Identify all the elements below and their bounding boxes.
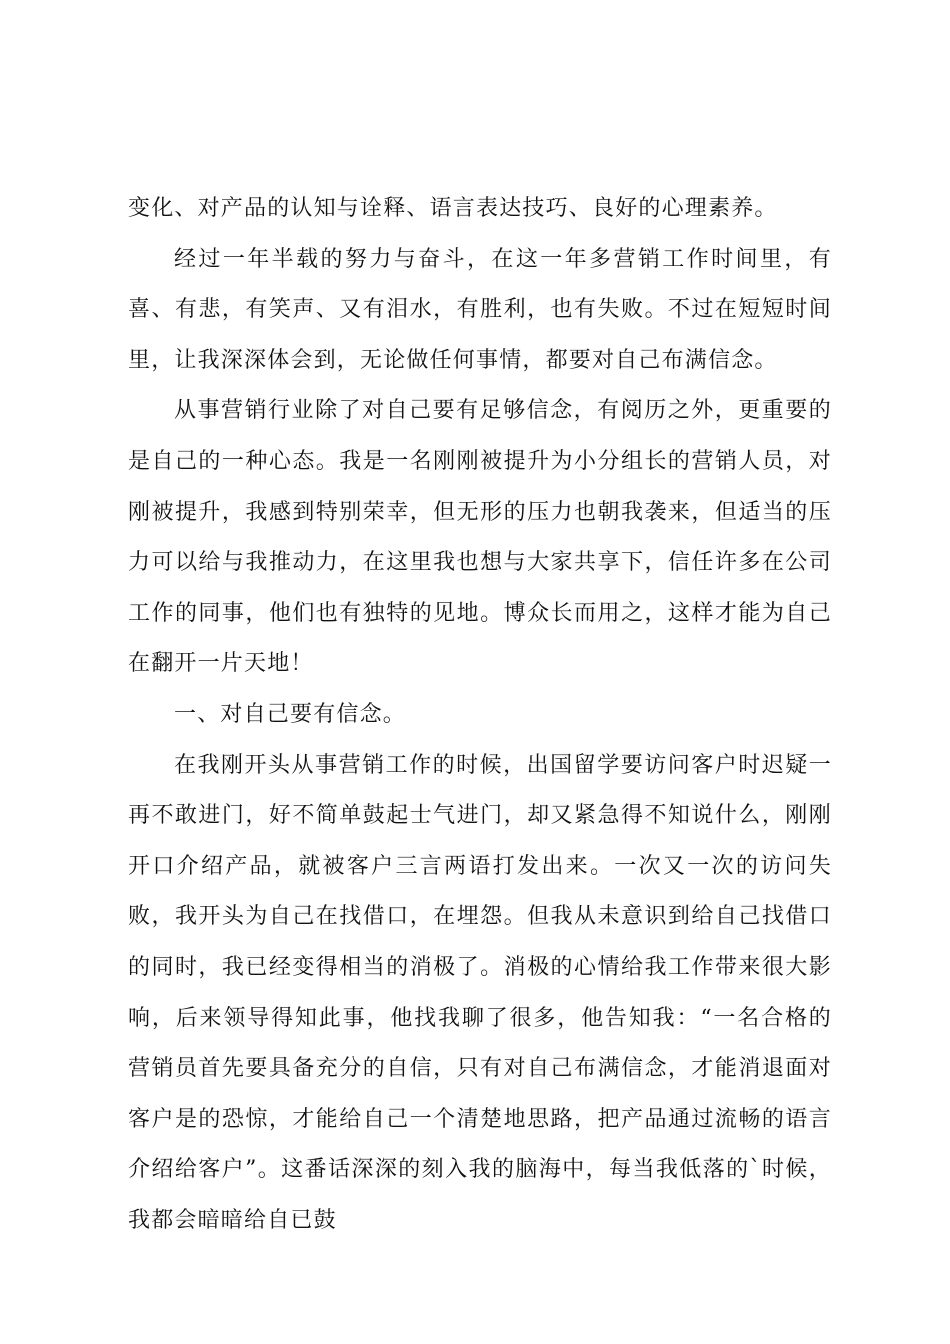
paragraph-mindset: 从事营销行业除了对自己要有足够信念，有阅历之外，更重要的是自己的一种心态。我是一名刚刚被提升为小分组长的营销人员，对刚被提升，我感到特别荣幸，但无形的压力也朝我袭来，但适当的压力可以给与我推动力，在这里我也想与大家共享下，信任许多在公司工作的同事，他们也有独特的见地。博众长而用之，这样才能为自己在翻开一片天地！ <box>128 398 832 677</box>
paragraph-continuation: 变化、对产品的认知与诠释、语言表达技巧、良好的心理素养。 <box>128 196 778 221</box>
section-heading-belief: 一、对自己要有信念。 <box>174 701 407 727</box>
paragraph-story: 在我刚开头从事营销工作的时候，出国留学要访问客户时迟疑一再不敢进门，好不简单鼓起士气进门，却又紧急得不知说什么，刚刚开口介绍产品，就被客户三言两语打发出来。一次又一次的访问失败，我开头为自己在找借口，在埋怨。但我从未意识到给自己找借口的同时，我已经变得相当的消极了。消极的心情给我工作带来很大影响，后来领导得知此事，他找我聊了很多，他告知我：“一名合格的营销员首先要具备充分的自信，只有对自己布满信念，才能消退面对客户是的恐惊，才能给自己一个清楚地思路，把产品通过流畅的语言介绍给客户”。这番话深深的刻入我的脑海中，每当我低落的`时候，我都会暗暗给自已鼓 <box>128 752 832 1233</box>
paragraph-effort: 经过一年半载的努力与奋斗，在这一年多营销工作时间里，有喜、有悲，有笑声、又有泪水，有胜利，也有失败。不过在短短时间里，让我深深体会到，无论做任何事情，都要对自己布满信念。 <box>128 246 832 373</box>
document-body <box>128 184 832 1246</box>
